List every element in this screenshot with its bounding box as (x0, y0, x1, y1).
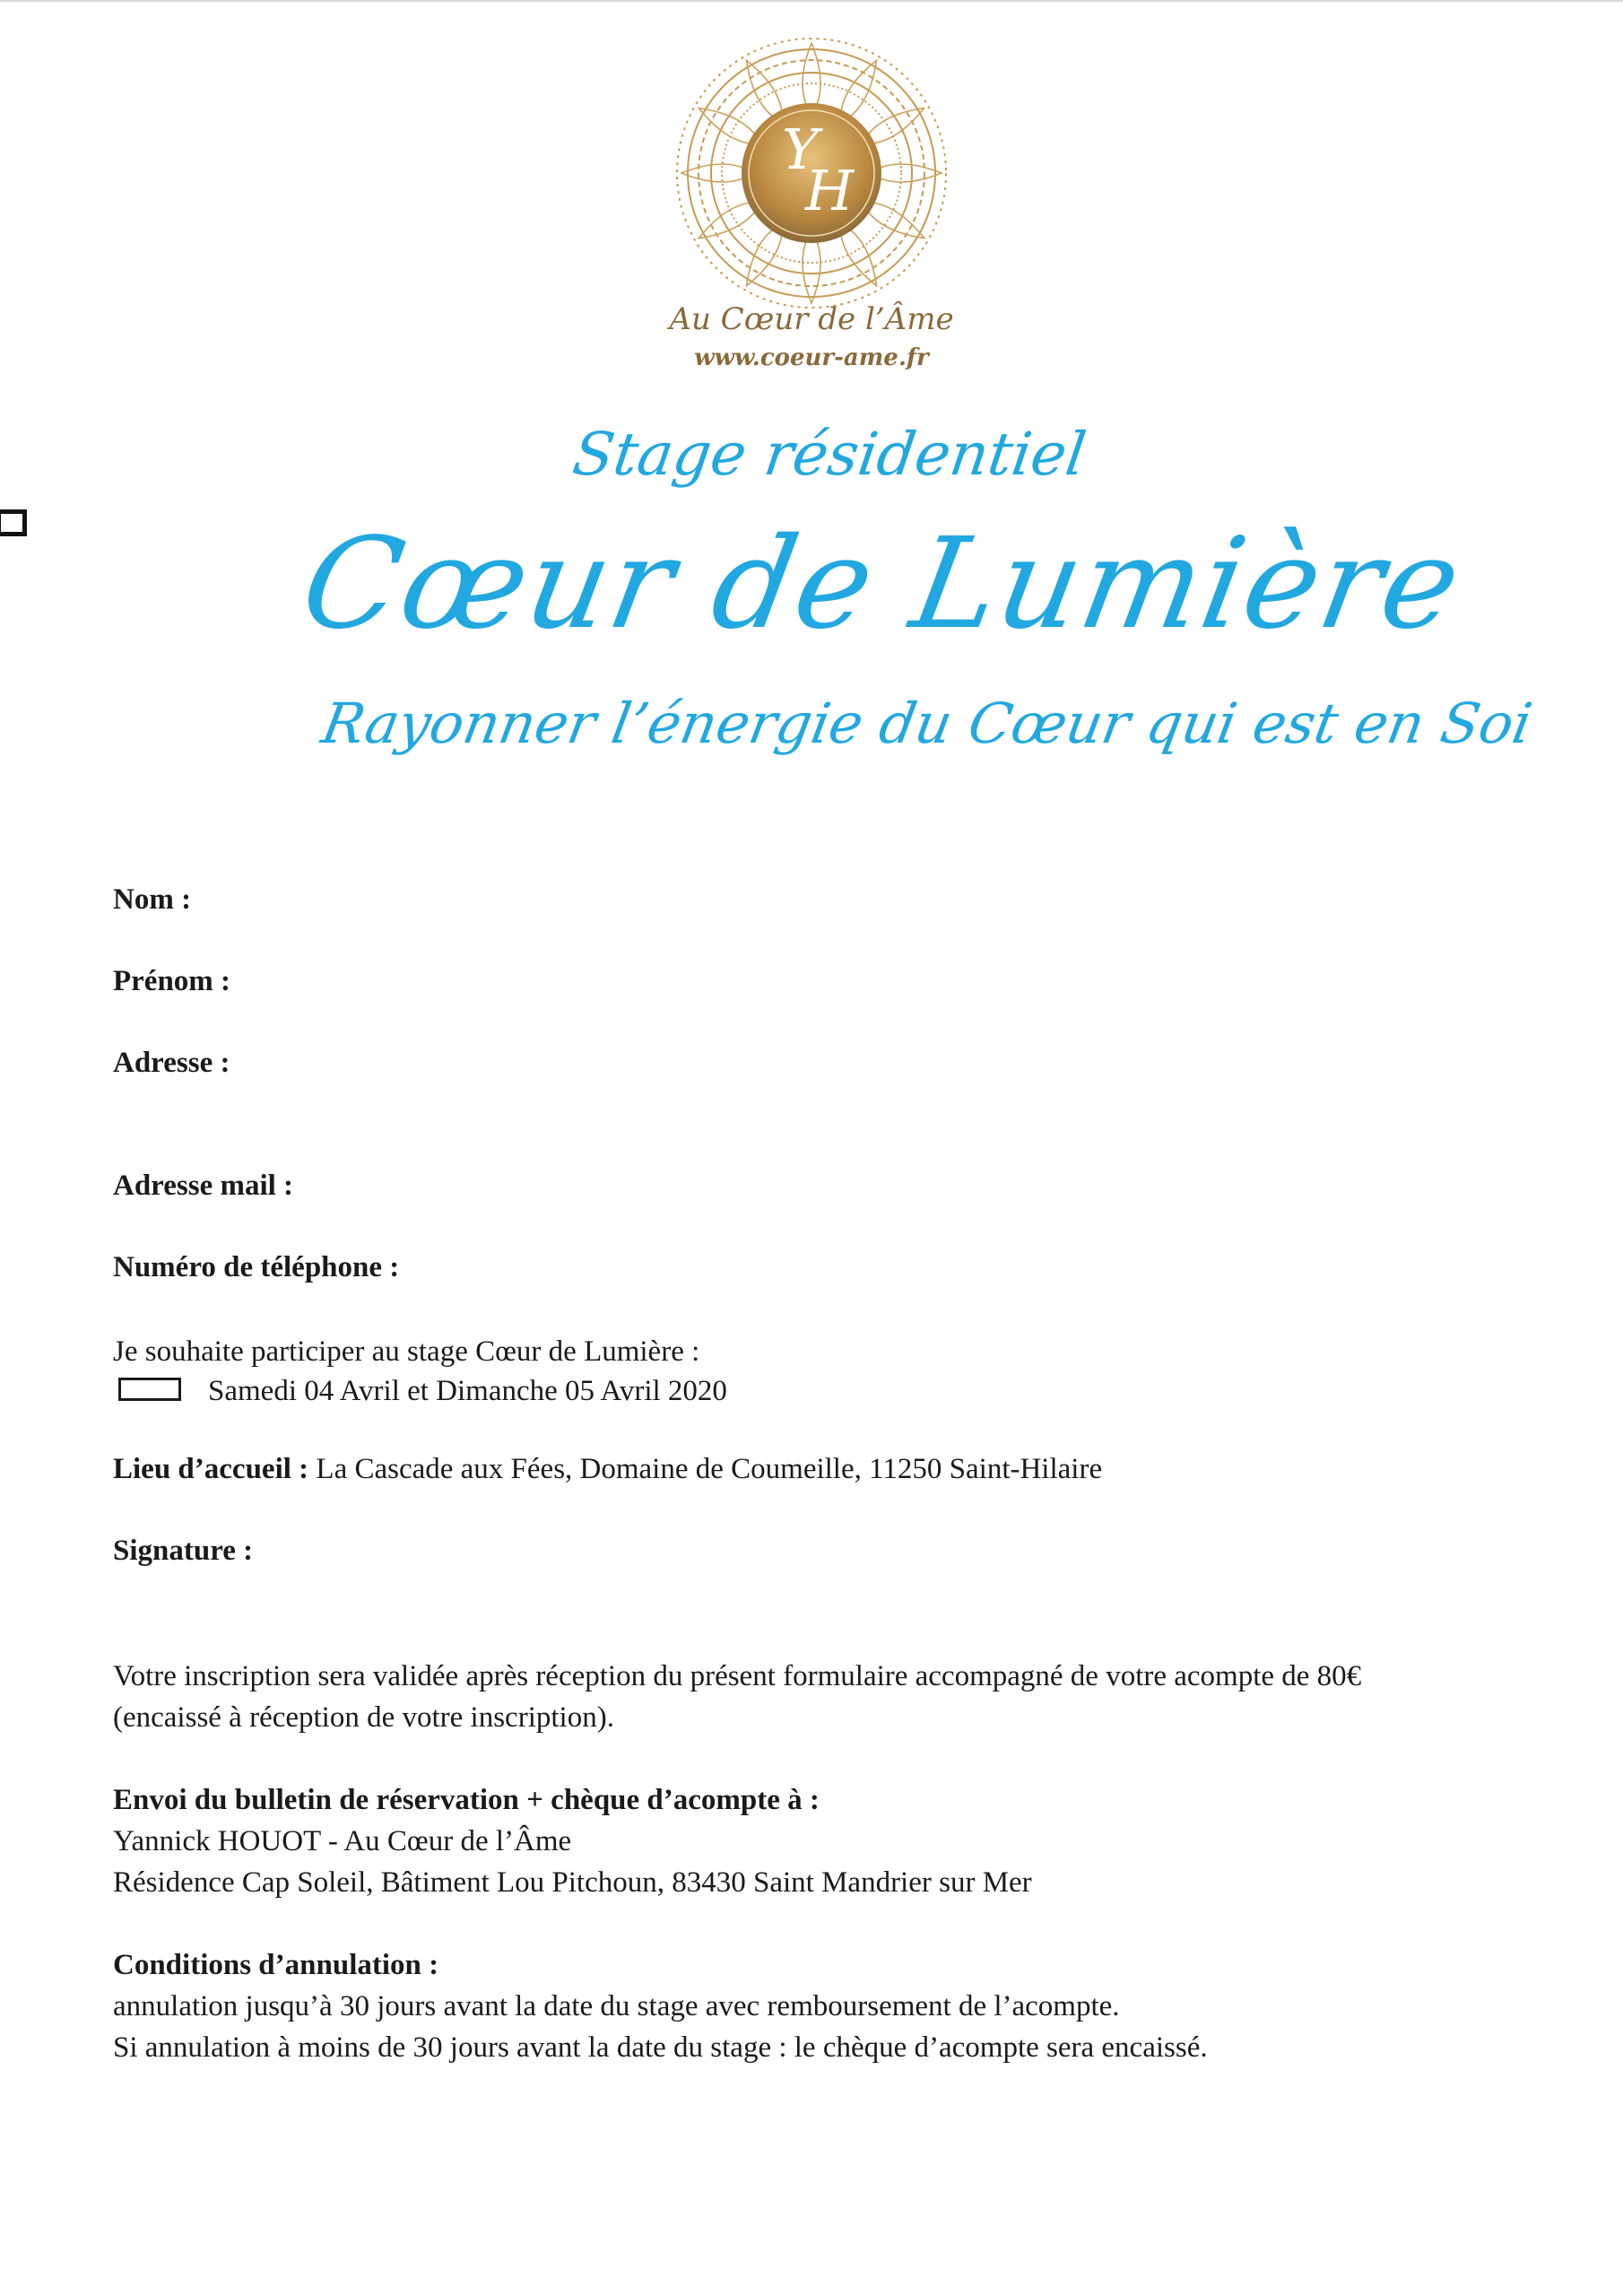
lieu-line (113, 1448, 1102, 1490)
prenom-field-label: Prénom : (113, 965, 231, 997)
envoi-address: Résidence Cap Soleil, Bâtiment Lou Pitchoun, 83430 Saint Mandrier sur Mer (113, 1866, 1032, 1899)
conditions-label: Conditions d’annulation : (113, 1949, 439, 1981)
date-option-label: Samedi 04 Avril et Dimanche 05 Avril 2020 (208, 1375, 727, 1407)
page-top-border (0, 0, 1623, 2)
validation-text-line-1: Votre inscription sera validée après réception du présent formulaire accompagné de votre acompte de 80€ (113, 1660, 1362, 1692)
envoi-name: Yannick HOUOT - Au Cœur de l’Âme (113, 1825, 572, 1857)
nom-field-label: Nom : (113, 883, 192, 916)
corner-checkbox-mark (0, 509, 27, 536)
subtitle-bottom: Rayonner l’énergie du Cœur qui est en Soi (317, 691, 1537, 756)
adresse-field-label: Adresse : (113, 1047, 230, 1079)
mail-field-label: Adresse mail : (113, 1170, 294, 1202)
lieu-label: Lieu d’accueil : (113, 1453, 309, 1485)
logo-url: www.coeur-ame.fr (694, 344, 929, 371)
date-option-checkbox[interactable] (118, 1378, 181, 1401)
validation-text-line-2: (encaissé à réception de votre inscription). (113, 1701, 614, 1734)
svg-text:Y: Y (782, 117, 819, 182)
conditions-line-1: annulation jusqu’à 30 jours avant la date du stage avec remboursement de l’acompte. (113, 1990, 1120, 2022)
logo-name: Au Cœur de l’Âme (669, 301, 954, 337)
svg-text:H: H (805, 158, 855, 223)
envoi-label: Envoi du bulletin de réservation + chèque d’acompte à : (113, 1784, 820, 1816)
subtitle-top: Stage résidentiel (568, 420, 1090, 489)
lieu-value: La Cascade aux Fées, Domaine de Coumeille, 11250 Saint-Hilaire (316, 1453, 1103, 1485)
conditions-line-2: Si annulation à moins de 30 jours avant la date du stage : le chèque d’acompte sera encaissé. (113, 2031, 1208, 2064)
signature-label: Signature : (113, 1535, 254, 1567)
mandala-logo-icon (673, 34, 950, 312)
page-title: Cœur de Lumière (291, 511, 1472, 657)
participate-text: Je souhaite participer au stage Cœur de Lumière : (113, 1335, 700, 1368)
phone-field-label: Numéro de téléphone : (113, 1251, 400, 1283)
